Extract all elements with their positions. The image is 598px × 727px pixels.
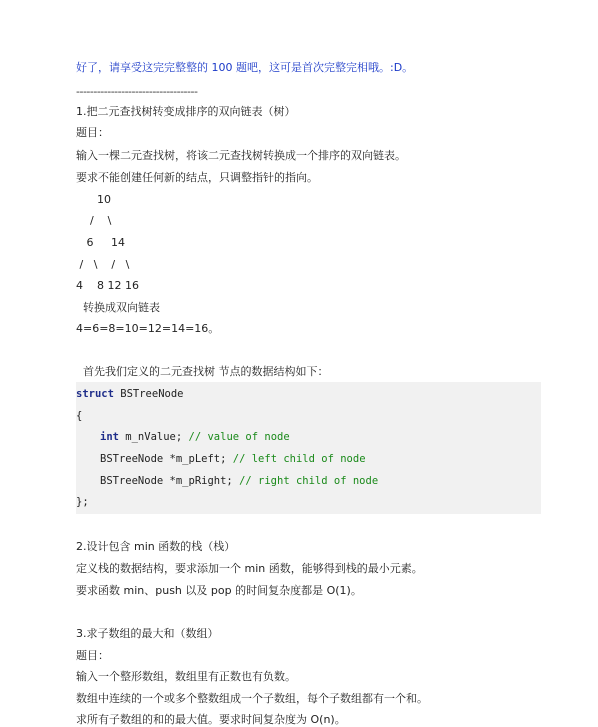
tree-line-3: 6 14 bbox=[76, 236, 125, 249]
struct-name: BSTreeNode bbox=[113, 388, 184, 400]
q1-desc-1: 输入一棵二元查找树，将该二元查找树转换成一个排序的双向链表。 bbox=[76, 149, 406, 162]
q3-desc-2: 数组中连续的一个或多个整数组成一个子数组，每个子数组都有一个和。 bbox=[76, 692, 428, 705]
keyword-struct: struct bbox=[76, 388, 114, 400]
q3-desc-1: 输入一个整形数组，数组里有正数也有负数。 bbox=[76, 670, 296, 683]
q1-label: 题目： bbox=[76, 126, 109, 139]
q2-title: 2.设计包含 min 函数的栈（栈） bbox=[76, 540, 236, 553]
intro-text: 好了，请享受这完完整整的 100 题吧，这可是首次完整完相哦。:D。 bbox=[76, 61, 414, 74]
convert-label: 转换成双向链表 bbox=[76, 301, 160, 314]
code-line-2: { bbox=[76, 410, 83, 422]
q3-desc-3: 求所有子数组的和的最大值。要求时间复杂度为 O(n)。 bbox=[76, 713, 346, 726]
separator: ----------------------------------- bbox=[76, 85, 198, 98]
tree-line-2: / \ bbox=[76, 214, 112, 227]
q2-desc-2: 要求函数 min、push 以及 pop 的时间复杂度都是 O(1)。 bbox=[76, 584, 362, 597]
q1-desc-2: 要求不能创建任何新的结点，只调整指针的指向。 bbox=[76, 171, 318, 184]
code-line-1 bbox=[76, 387, 183, 401]
tree-line-4: / \ / \ bbox=[76, 258, 130, 271]
keyword-int: int bbox=[100, 431, 119, 443]
code-line-3 bbox=[100, 430, 290, 444]
comment-left: // left child of node bbox=[232, 453, 366, 465]
q1-title: 1.把二元查找树转变成排序的双向链表（树） bbox=[76, 105, 296, 118]
q3-label: 题目： bbox=[76, 649, 109, 662]
struct-intro: 首先我们定义的二元查找树 节点的数据结构如下： bbox=[76, 365, 329, 378]
convert-result: 4=6=8=10=12=14=16。 bbox=[76, 322, 220, 335]
tree-line-5: 4 8 12 16 bbox=[76, 279, 139, 292]
field-left: BSTreeNode *m_pLeft; bbox=[100, 453, 233, 465]
code-block bbox=[76, 382, 541, 514]
code-line-5 bbox=[100, 474, 378, 488]
q2-desc-1: 定义栈的数据结构，要求添加一个 min 函数，能够得到栈的最小元素。 bbox=[76, 562, 423, 575]
tree-line-1: 10 bbox=[76, 193, 111, 206]
code-line-4 bbox=[100, 452, 366, 466]
q3-title: 3.求子数组的最大和（数组） bbox=[76, 627, 219, 640]
comment-right: // right child of node bbox=[239, 475, 379, 487]
code-line-6: }; bbox=[76, 496, 89, 508]
comment-value: // value of node bbox=[188, 431, 290, 443]
field-right: BSTreeNode *m_pRight; bbox=[100, 475, 240, 487]
field-value: m_nValue; bbox=[118, 431, 189, 443]
